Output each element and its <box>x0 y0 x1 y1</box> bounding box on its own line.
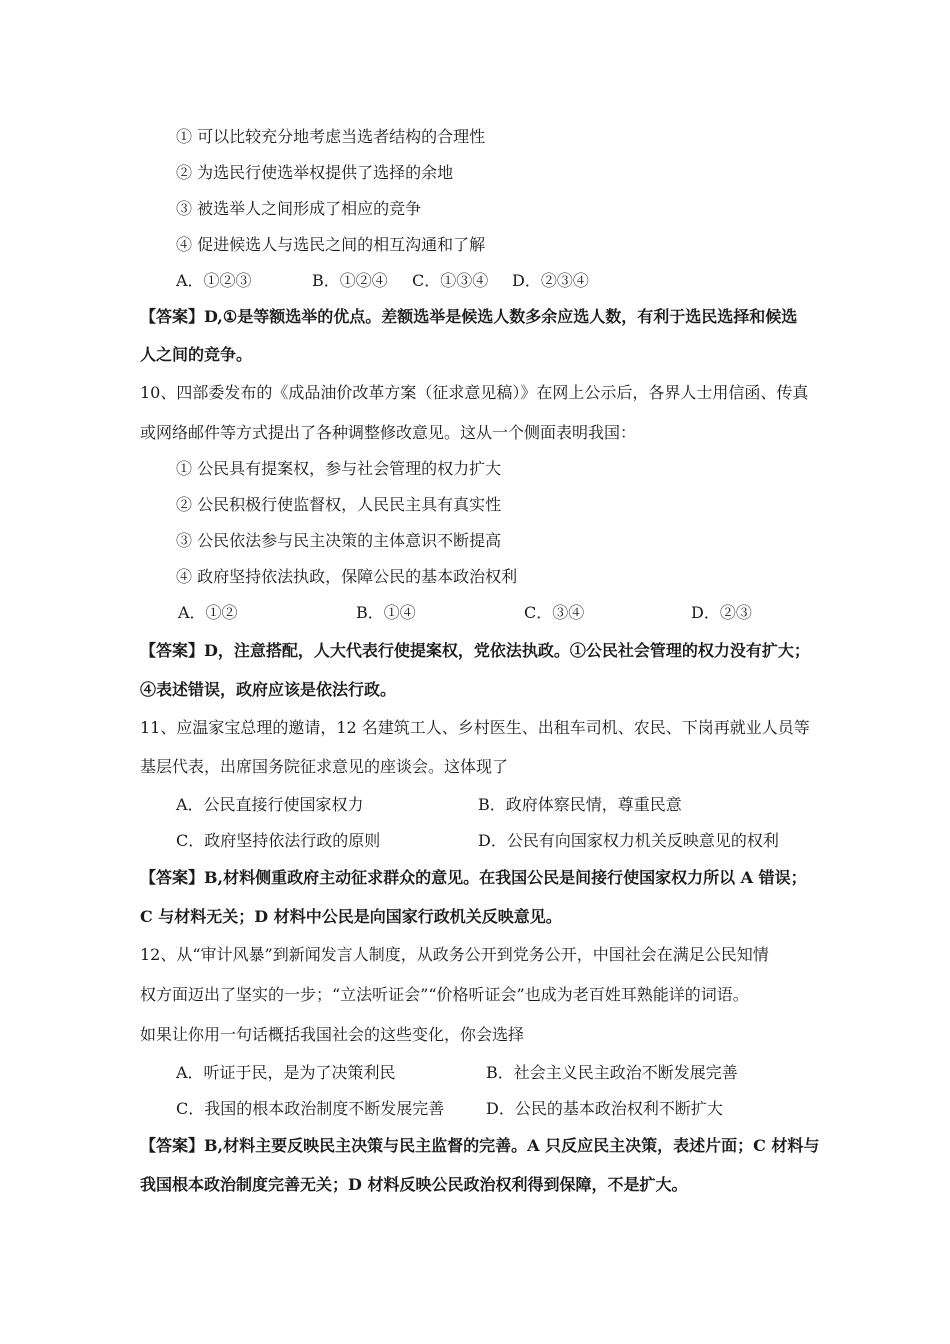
q12-option-a: A．听证于民，是为了决策利民 <box>176 1063 396 1082</box>
q9-item-3: ③ 被选举人之间形成了相应的竞争 <box>176 199 422 218</box>
q9-option-d: D．②③④ <box>512 271 589 290</box>
q12-answer-line-2: 我国根本政治制度完善无关；D 材料反映公民政治权利得到保障，不是扩大。 <box>140 1175 688 1194</box>
q11-stem-line-2: 基层代表，出席国务院征求意见的座谈会。这体现了 <box>140 757 509 776</box>
q11-answer-line-2: C 与材料无关；D 材料中公民是向国家行政机关反映意见。 <box>140 907 562 926</box>
q11-stem-line-1: 11、应温家宝总理的邀请，12 名建筑工人、乡村医生、出租车司机、农民、下岗再就业人员等 <box>140 718 810 737</box>
q9-item-1: ① 可以比较充分地考虑当选者结构的合理性 <box>176 127 486 146</box>
q12-stem-line-1: 12、从“审计风暴”到新闻发言人制度，从政务公开到党务公开，中国社会在满足公民知情 <box>140 945 769 964</box>
q9-option-a: A．①②③ <box>176 271 252 290</box>
q10-option-a: A．①② <box>178 603 238 622</box>
q11-option-d: D．公民有向国家权力机关反映意见的权利 <box>478 831 779 850</box>
q12-stem-line-3: 如果让你用一句话概括我国社会的这些变化，你会选择 <box>140 1025 525 1044</box>
q9-option-c: C．①③④ <box>412 271 489 290</box>
q10-option-b: B．①④ <box>356 603 416 622</box>
q11-answer-line-1: 【答案】B,材料侧重政府主动征求群众的意见。在我国公民是间接行使国家权力所以 A 错误； <box>140 868 807 887</box>
q9-answer-line-1: 【答案】D,①是等额选举的优点。差额选举是候选人数多余应选人数，有利于选民选择和候选 <box>140 307 798 326</box>
q12-option-c: C．我国的根本政治制度不断发展完善 <box>176 1099 445 1118</box>
q10-stem-line-1: 10、四部委发布的《成品油价改革方案（征求意见稿）》在网上公示后，各界人士用信函、传真 <box>140 383 809 402</box>
q10-option-c: C．③④ <box>524 603 585 622</box>
q11-option-b: B．政府体察民情，尊重民意 <box>478 795 682 814</box>
q9-answer-line-2: 人之间的竞争。 <box>140 345 253 364</box>
q11-option-a: A．公民直接行使国家权力 <box>176 795 364 814</box>
q10-item-1: ① 公民具有提案权，参与社会管理的权力扩大 <box>176 459 502 478</box>
q10-item-2: ② 公民积极行使监督权，人民民主具有真实性 <box>176 495 502 514</box>
q10-answer-line-1: 【答案】D，注意搭配，人大代表行使提案权，党依法执政。①公民社会管理的权力没有扩大； <box>140 641 810 660</box>
q9-item-4: ④ 促进候选人与选民之间的相互沟通和了解 <box>176 235 486 254</box>
q12-option-b: B．社会主义民主政治不断发展完善 <box>486 1063 738 1082</box>
q10-option-d: D．②③ <box>691 603 752 622</box>
q12-stem-line-2: 权方面迈出了坚实的一步；“立法听证会”“价格听证会”也成为老百姓耳熟能详的词语。 <box>140 985 749 1004</box>
q12-option-d: D．公民的基本政治权利不断扩大 <box>486 1099 723 1118</box>
q10-answer-line-2: ④表述错误，政府应该是依法行政。 <box>140 680 397 699</box>
q9-item-2: ② 为选民行使选举权提供了选择的余地 <box>176 163 454 182</box>
q9-option-b: B．①②④ <box>312 271 388 290</box>
q10-stem-line-2: 或网络邮件等方式提出了各种调整修改意见。这从一个侧面表明我国： <box>140 423 637 442</box>
q11-option-c: C．政府坚持依法行政的原则 <box>176 831 381 850</box>
q12-answer-line-1: 【答案】B,材料主要反映民主决策与民主监督的完善。A 只反应民主决策，表述片面；C 材料与 <box>140 1136 820 1155</box>
q10-item-3: ③ 公民依法参与民主决策的主体意识不断提高 <box>176 531 502 550</box>
q10-item-4: ④ 政府坚持依法执政，保障公民的基本政治权利 <box>176 567 518 586</box>
